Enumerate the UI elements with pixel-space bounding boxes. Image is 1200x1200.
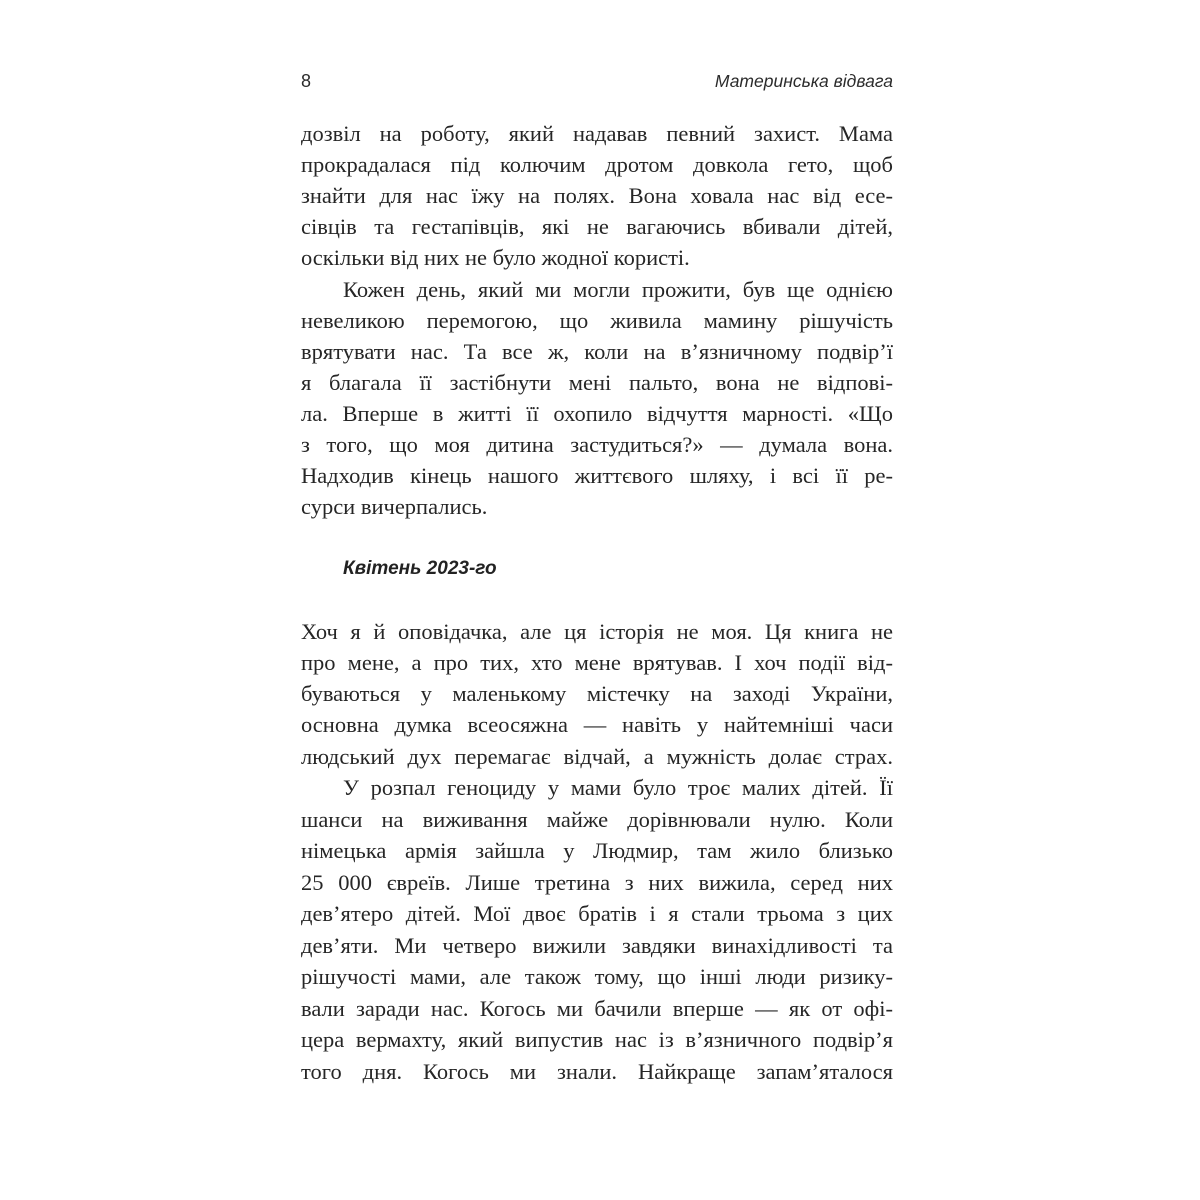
- text-line: дозвіл на роботу, який надавав певний захист. Мама: [301, 121, 893, 146]
- text-line: з того, що моя дитина застудиться?» — думала вона.: [301, 432, 893, 457]
- text-line: основна думка всеосяжна — навіть у найтемніші часи: [301, 712, 893, 737]
- text-line: сівців та гестапівців, які не вагаючись вбивали дітей,: [301, 214, 893, 239]
- text-line: сурси вичерпались.: [301, 494, 488, 519]
- page-header: [301, 69, 893, 93]
- text-line: знайти для нас їжу на полях. Вона ховала нас від есе-: [301, 183, 893, 208]
- page-number: 8: [301, 71, 312, 91]
- text-line: я благала її застібнути мені пальто, вона не відпові-: [301, 370, 893, 395]
- running-title: Материнська відвага: [714, 71, 893, 91]
- text-line: 25 000 євреїв. Лише третина з них вижила, серед них: [301, 870, 893, 895]
- section-subheading: Квітень 2023-го: [343, 558, 497, 579]
- text-line: того дня. Когось ми знали. Найкраще запам’яталося: [301, 1059, 893, 1084]
- text-line: Надходив кінець нашого життєвого шляху, і всі її ре-: [301, 463, 893, 488]
- text-line: Хоч я й оповідачка, але ця історія не моя. Ця книга не: [301, 619, 893, 644]
- text-line: врятувати нас. Та все ж, коли на в’язничному подвір’ї: [301, 339, 893, 364]
- text-line: вали заради нас. Когось ми бачили вперше — як от офі-: [301, 996, 893, 1021]
- text-line: прокрадалася під колючим дротом довкола гето, щоб: [301, 152, 893, 177]
- text-line: рішучості мами, але також тому, що інші люди ризику-: [301, 964, 893, 989]
- text-line: дев’яти. Ми четверо вижили завдяки винахідливості та: [301, 933, 893, 958]
- text-line: дев’ятеро дітей. Мої двоє братів і я стали трьома з цих: [301, 901, 893, 926]
- text-line: буваються у маленькому містечку на заході України,: [301, 681, 893, 706]
- text-line: про мене, а про тих, хто мене врятував. І хоч події від-: [301, 650, 893, 675]
- text-line: німецька армія зайшла у Людмир, там жило близько: [301, 838, 893, 863]
- text-line: цера вермахту, який випустив нас із в’язничного подвір’я: [301, 1027, 893, 1052]
- text-line: оскільки від них не було жодної користі.: [301, 245, 690, 270]
- text-line: У розпал геноциду у мами було троє малих дітей. Її: [343, 775, 893, 800]
- text-line: шанси на виживання майже дорівнювали нулю. Коли: [301, 807, 893, 832]
- text-line: людський дух перемагає відчай, а мужність долає страх.: [301, 744, 893, 769]
- text-line: невеликою перемогою, що живила мамину рішучість: [301, 308, 893, 333]
- text-line: ла. Вперше в житті її охопило відчуття марності. «Що: [301, 401, 893, 426]
- text-line: Кожен день, який ми могли прожити, був ще однією: [343, 277, 893, 302]
